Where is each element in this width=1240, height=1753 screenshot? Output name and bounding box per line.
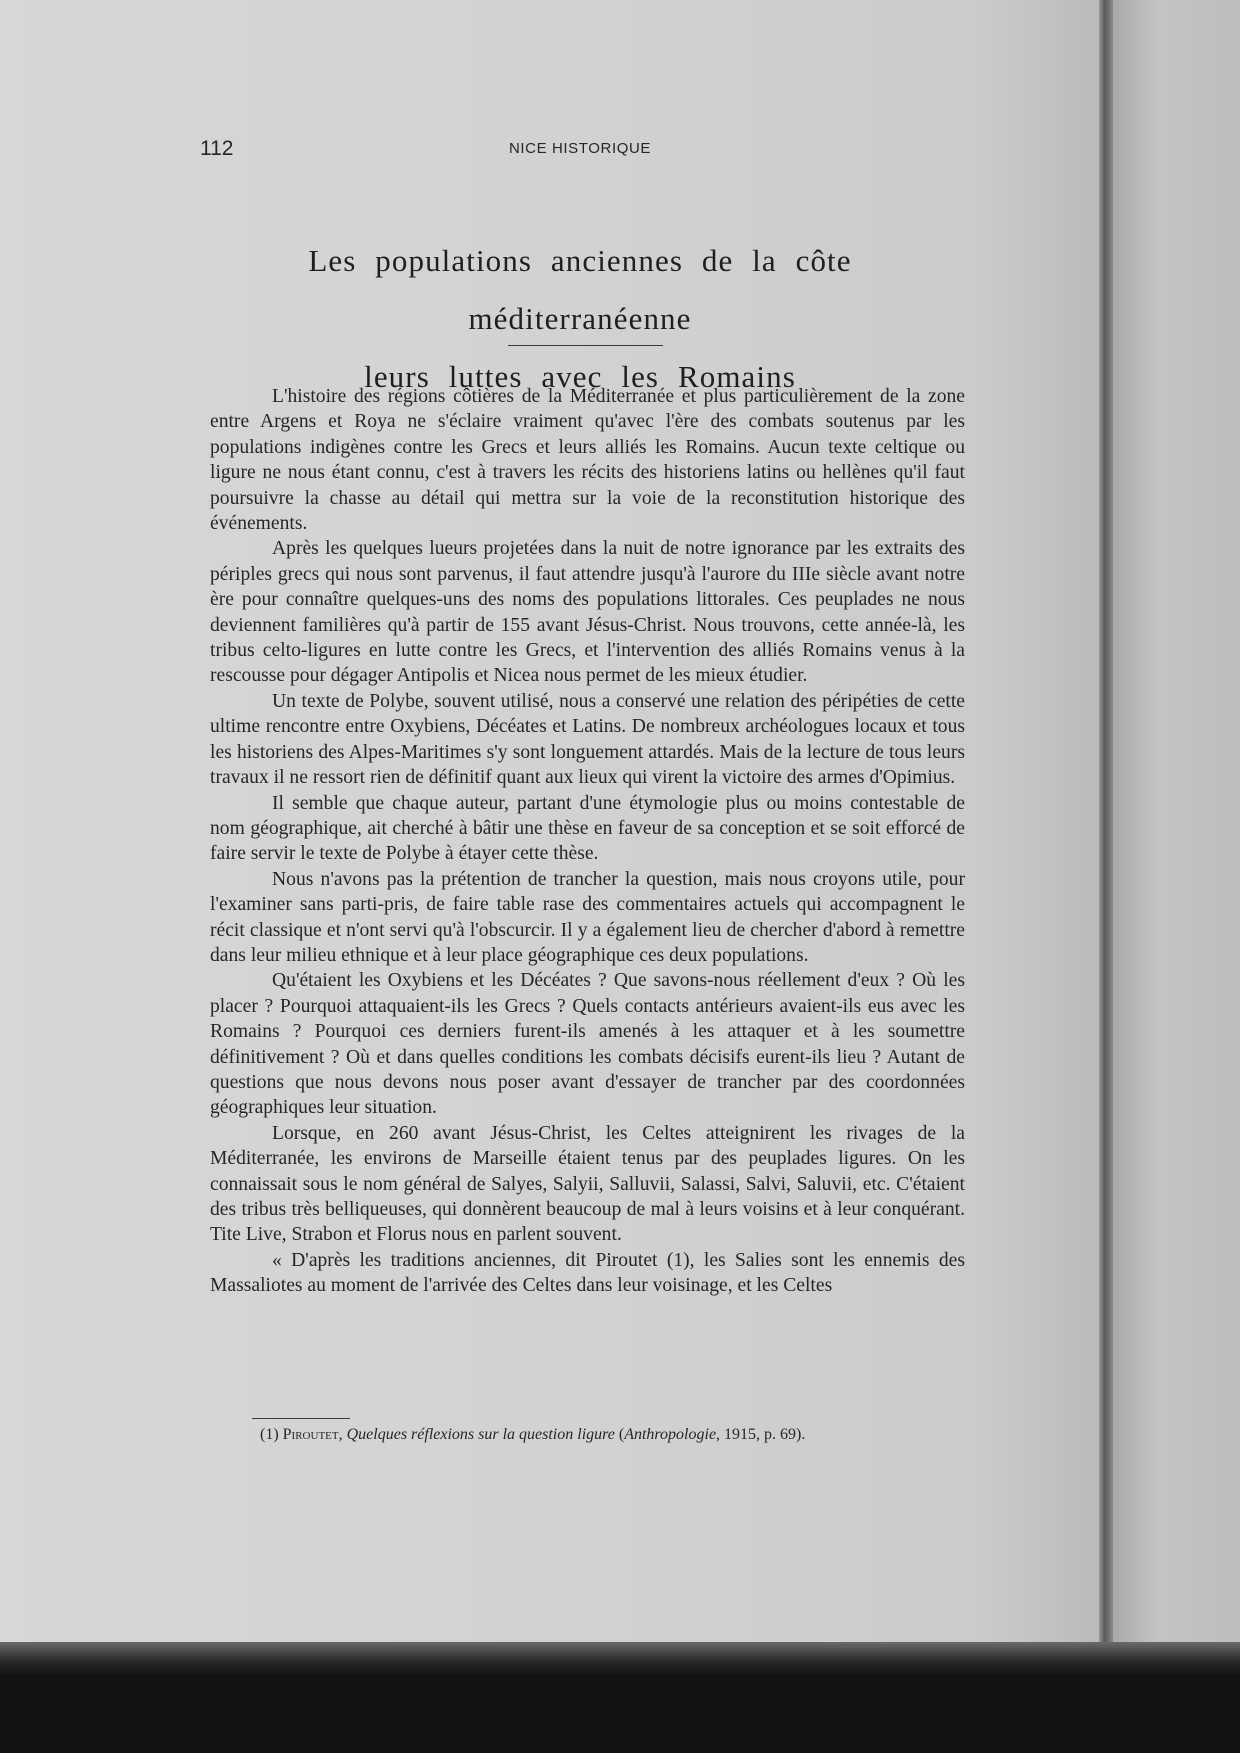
footnote-divider [252, 1418, 350, 1419]
scanner-background [0, 1674, 1240, 1753]
footnote-title: Quelques réflexions sur la question ligure [346, 1426, 615, 1443]
footnote-source: Anthropologie [624, 1426, 717, 1443]
paragraph: Après les quelques lueurs projetées dans la nuit de notre ignorance par les extraits des périples grecs qui nous sont parvenus, il faut attendre jusqu'à l'aurore du IIIe siècle avant notre ère pour connaître quelques-uns des noms des populations littorales. Ces peuplades ne nous deviennent familières qu'à partir de 155 avant Jésus-Christ. Nous trouvons, cette année-là, les tribus celto-ligures en lutte contre les Grecs, et l'intervention des alliés Romains venus à la rescousse pour dégager Antipolis et Nicea nous permet de les mieux étudier. [210, 538, 965, 687]
footnote-author: Piroutet [282, 1426, 339, 1443]
paragraph: Nous n'avons pas la prétention de trancher la question, mais nous croyons utile, pour l'examiner sans parti-pris, de faire table rase des commentaires actuels qui accompagnent le récit classique et n'ont servi qu'à l'obscurcir. Il y a également lieu de chercher d'abord à remettre dans leur milieu ethnique et à leur place géographique ces deux populations. [210, 868, 965, 966]
footnote-details: , 1915, p. 69). [716, 1426, 806, 1443]
paragraph: Un texte de Polybe, souvent utilisé, nous a conservé une relation des péripéties de cette ultime rencontre entre Oxybiens, Décéates et Latins. De nombreux archéologues locaux et tous les historiens des Alpes-Maritimes s'y sont longuement attardés. Mais de la lecture de tous leurs travaux il ne ressort rien de définitif quant aux lieux qui virent la victoire des armes d'Opimius. [210, 690, 965, 789]
page-bottom-shadow [0, 1642, 1240, 1674]
paragraph: L'histoire des régions côtières de la Méditerranée et plus particulièrement de la zone entre Argens et Roya ne s'éclaire vraiment qu'avec l'ère des combats soutenus par les populations indigènes contre les Grecs et leurs alliés les Romains. Aucun texte celtique ou ligure ne nous étant connu, c'est à travers les récits des historiens latins ou hellènes qu'il faut poursuivre la chasse au détail qui mettra sur la voie de la reconstitution historique des événements. [210, 386, 965, 535]
running-header [200, 137, 960, 167]
paragraph: Qu'étaient les Oxybiens et les Décéates ? Que savons-nous réellement d'eux ? Où les placer ? Pourquoi attaquaient-ils les Grecs ? Quels contacts antérieurs avaient-ils eus avec les Romains ? Pourquoi ces derniers furent-ils amenés à les attaquer et à les soumettre définitivement ? Où et dans quelles conditions les combats décisifs eurent-ils lieu ? Autant de questions que nous devons nous poser avant d'essayer de trancher par des coordonnées géographiques leur situation. [210, 970, 965, 1119]
running-title: NICE HISTORIQUE [508, 140, 652, 157]
article-title-line-2: leurs luttes avec les Romains [364, 359, 796, 394]
article-body [210, 384, 965, 1299]
paragraph: « D'après les traditions anciennes, dit Piroutet (1), les Salies sont les ennemis des Massaliotes au moment de l'arrivée des Celtes dans leur voisinage, et les Celtes [210, 1249, 965, 1297]
paragraph: Lorsque, en 260 avant Jésus-Christ, les Celtes atteignirent les rivages de la Méditerranée, les environs de Marseille étaient tenus par des peuplades ligures. On les connaissait sous le nom général de Salyes, Salyii, Salluvii, Salassi, Salvi, Saluvii, etc. C'étaient des tribus très belliqueuses, qui donnèrent beaucoup de mal à leurs voisins et à leur conquérant. Tite Live, Strabon et Florus nous en parlent souvent. [210, 1122, 965, 1246]
footnote-marker: (1) [260, 1426, 279, 1443]
paragraph: Il semble que chaque auteur, partant d'une étymologie plus ou moins contestable de nom géographique, ait cherché à bâtir une thèse en faveur de sa conception et se soit efforcé de faire servir le texte de Polybe à étayer cette thèse. [210, 792, 965, 865]
footnote: (1) Piroutet, Quelques réflexions sur la question ligure (Anthropologie, 1915, p. 69). [260, 1426, 806, 1443]
page-fold-shadow [1099, 0, 1113, 1650]
title-divider [508, 345, 663, 346]
article-title-line-1: Les populations anciennes de la côte méditerranéenne [308, 243, 852, 336]
page-number: 112 [200, 137, 234, 160]
facing-page-edge [1113, 0, 1240, 1670]
article-title [200, 232, 960, 406]
